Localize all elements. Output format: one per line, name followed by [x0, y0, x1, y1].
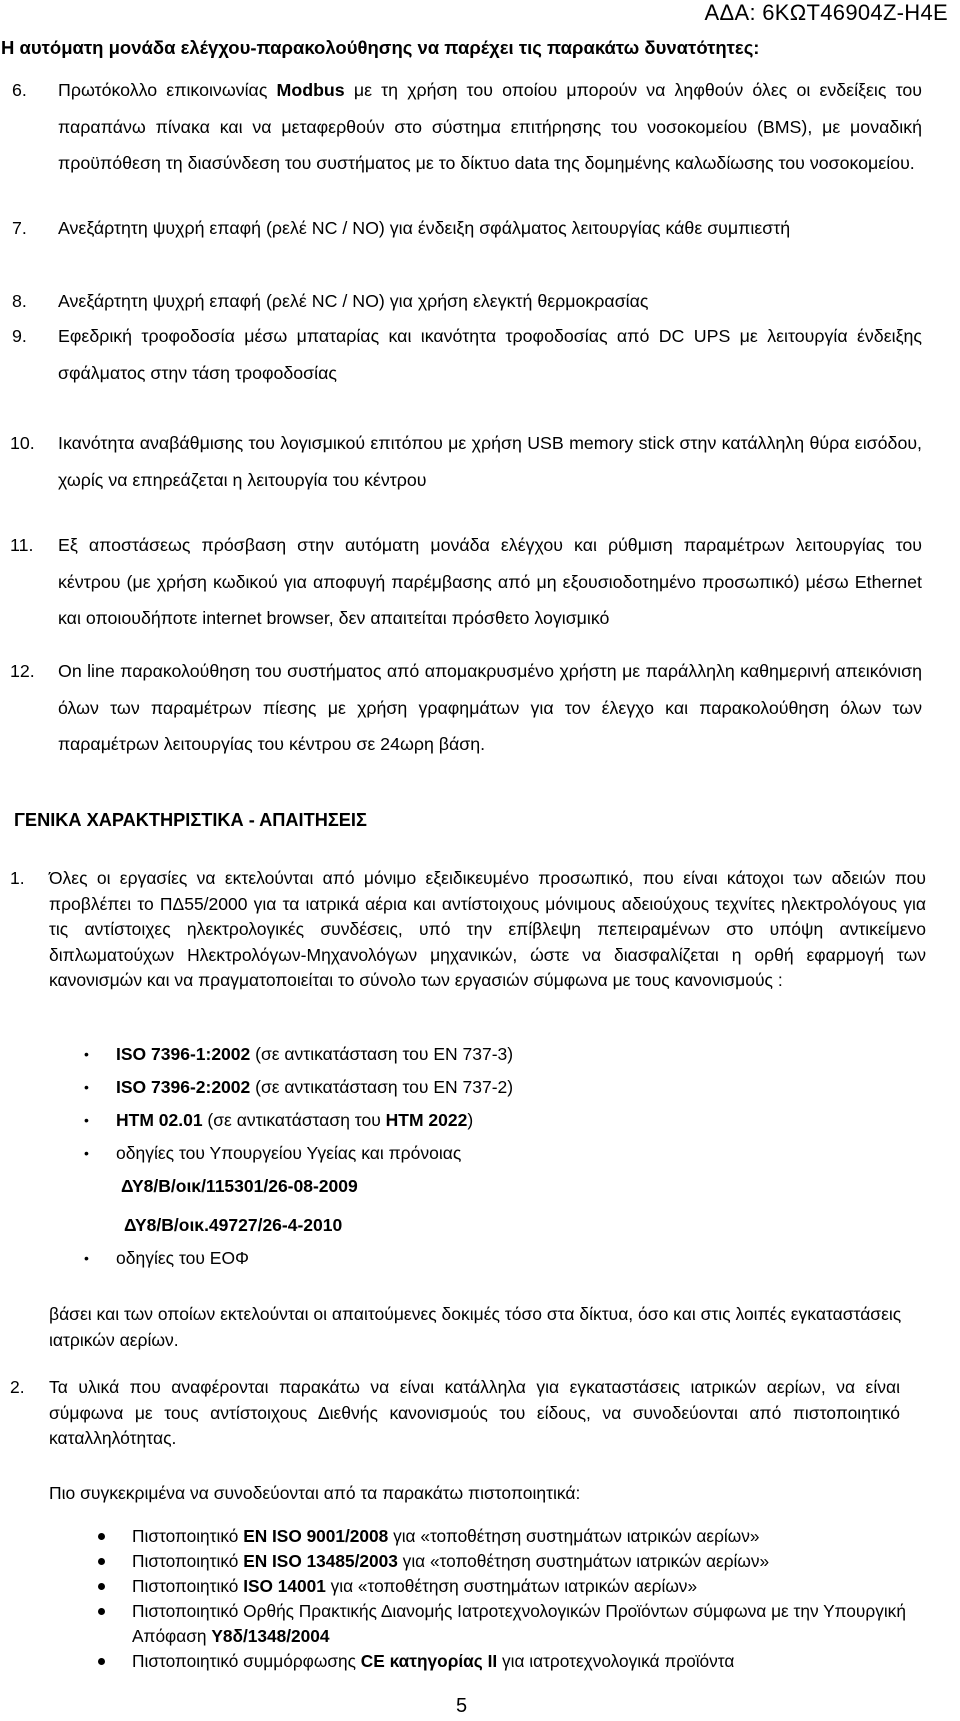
item-text: Ανεξάρτητη ψυχρή επαφή (ρελέ NC / NO) για ένδειξη σφάλματος λειτουργίας κάθε συμπιεστή [58, 218, 791, 238]
list-item: • οδηγίες του ΕΟΦ [84, 1242, 784, 1275]
bullet-icon [98, 1533, 105, 1540]
page-number: 5 [456, 1695, 468, 1717]
list-item: Πιστοποιητικό ISO 14001 για «τοποθέτηση συστημάτων ιατρικών αερίων» [96, 1574, 956, 1599]
standards-after-text: βάσει και των οποίων εκτελούνται οι απαιτούμενες δοκιμές τόσο στα δίκτυα, όσο και στις λοιπές εγκαταστάσεις ιατρικών αερίων. [49, 1304, 902, 1350]
list-item: • HTM 02.01 (σε αντικατάσταση του HTM 2022) [84, 1104, 784, 1137]
item-number: 12. [10, 661, 35, 681]
bullet-icon [98, 1583, 105, 1590]
item-number: 10. [10, 433, 35, 453]
list-item: Πιστοποιητικό EN ISO 9001/2008 για «τοποθέτηση συστημάτων ιατρικών αερίων» [96, 1524, 956, 1549]
bullet-icon [98, 1658, 105, 1665]
standards-list [84, 1038, 784, 1275]
item-text: On line παρακολούθηση του συστήματος από απομακρυσμένο χρήστη με παράλληλη καθημερινή απεικόνιση όλων των παραμέτρων πίεσης με χρήση γραφημάτων για τον έλεγχο και παρακολούθηση όλων των παραμέτρων λειτουργίας του κέντρου σε 24ωρη βάση. [58, 661, 922, 754]
bullet-icon: • [84, 1250, 89, 1266]
item-number: 6. [12, 80, 27, 100]
item-number: 9. [12, 326, 27, 346]
capability-item [10, 425, 922, 498]
capability-item [10, 210, 922, 247]
cert-intro: Πιο συγκεκριμένα να συνοδεύονται από τα παρακάτω πιστοποιητικά: [49, 1483, 581, 1503]
list-subitem: ΔΥ8/Β/οικ.49727/26-4-2010 [124, 1215, 343, 1235]
capabilities-intro: Η αυτόματη μονάδα ελέγχου-παρακολούθησης να παρέχει τις παρακάτω δυνατότητες: [1, 37, 760, 58]
capability-item [10, 283, 922, 320]
capability-item [10, 72, 922, 182]
section-heading: ΓΕΝΙΚΑ ΧΑΡΑΚΤΗΡΙΣΤΙΚΑ - ΑΠΑΙΤΗΣΕΙΣ [14, 810, 367, 830]
bullet-icon: • [84, 1145, 89, 1161]
list-item: Πιστοποιητικό Ορθής Πρακτικής Διανομής Ιατροτεχνολογικών Προϊόντων σύμφωνα με την Υπουργική Απόφαση Υ8δ/1348/2004 [96, 1599, 956, 1649]
list-subitem: ΔΥ8/Β/οικ/115301/26-08-2009 [121, 1176, 358, 1196]
bullet-icon: • [84, 1079, 89, 1095]
bullet-icon [98, 1558, 105, 1565]
general-item [10, 1375, 900, 1452]
item-text: Εφεδρική τροφοδοσία μέσω μπαταρίας και ικανότητα τροφοδοσίας από DC UPS με λειτουργία ένδειξης σφάλματος στην τάση τροφοδοσίας [58, 326, 922, 383]
certificates-list [96, 1524, 956, 1674]
item-number: 11. [10, 535, 34, 555]
list-item: • οδηγίες του Υπουργείου Υγείας και πρόνοιας [84, 1137, 784, 1170]
bullet-icon [98, 1608, 105, 1615]
item-number: 8. [12, 291, 27, 311]
item-text: Εξ αποστάσεως πρόσβαση στην αυτόματη μονάδα ελέγχου και ρύθμιση παραμέτρων λειτουργίας του κέντρου (με χρήση κωδικού για αποφυγή παρέμβασης από μη εξουσιοδοτημένο προσωπικό) μέσω Ethernet και οποιουδήποτε internet browser, δεν απαιτείται πρόσθετο λογισμικό [58, 535, 922, 628]
item-text: Πρωτόκολλο επικοινωνίας Modbus με τη χρήση του οποίου μπορούν να ληφθούν όλες οι ενδείξεις του παραπάνω πίνακα και να μεταφερθούν στο σύστημα επιτήρησης του νοσοκομείου (BMS), με μοναδική προϋπόθεση τη διασύνδεση του συστήματος με το δίκτυο data της δομημένης καλωδίωσης του νοσοκομείου. [58, 80, 922, 173]
list-item: • ISO 7396-1:2002 (σε αντικατάσταση του EN 737-3) [84, 1038, 784, 1071]
item-text: Όλες οι εργασίες να εκτελούνται από μόνιμο εξειδικευμένο προσωπικό, που είναι κάτοχοι των αδειών που προβλέπει το ΠΔ55/2000 για τα ιατρικά αέρια και αντίστοιχους μόνιμους αδειούχους τεχνίτες ηλεκτρολόγους για τις αντίστοιχες ηλεκτρολογικές συνδέσεις, υπό την επίβλεψη πεπειραμένων στο υπόψη αντικείμενο διπλωματούχων Ηλεκτρολόγων-Μηχανολόγων μηχανικών, ώστε να διασφαλίζεται η ορθή εφαρμογή των κανονισμών και να πραγματοποιείται το σύνολο των εργασιών σύμφωνα με τους κανονισμούς : [49, 868, 926, 990]
bullet-icon: • [84, 1112, 89, 1128]
ada-code: ΑΔΑ: 6ΚΩΤ46904Ζ-Η4Ε [704, 0, 948, 25]
capability-item [10, 653, 922, 763]
item-number: 1. [10, 868, 25, 888]
general-item [10, 866, 926, 994]
bullet-icon: • [84, 1046, 89, 1062]
list-item: • ISO 7396-2:2002 (σε αντικατάσταση του EN 737-2) [84, 1071, 784, 1104]
capability-item [10, 527, 922, 637]
item-text: Ανεξάρτητη ψυχρή επαφή (ρελέ NC / NO) για χρήση ελεγκτή θερμοκρασίας [58, 291, 649, 311]
item-text: Τα υλικά που αναφέρονται παρακάτω να είναι κατάλληλα για εγκαταστάσεις ιατρικών αερίων, να είναι σύμφωνα με τους αντίστοιχους Διεθνής κανονισμούς του είδους, να συνοδεύονται από πιστοποιητικό καταλληλότητας. [49, 1377, 900, 1448]
item-number: 2. [10, 1377, 25, 1397]
item-number: 7. [12, 218, 27, 238]
list-item: Πιστοποιητικό συμμόρφωσης CE κατηγορίας ΙΙ για ιατροτεχνολογικά προϊόντα [96, 1649, 956, 1674]
list-item: Πιστοποιητικό EN ISO 13485/2003 για «τοποθέτηση συστημάτων ιατρικών αερίων» [96, 1549, 956, 1574]
item-text: Ικανότητα αναβάθμισης του λογισμικού επιτόπου με χρήση USB memory stick στην κατάλληλη θύρα εισόδου, χωρίς να επηρεάζεται η λειτουργία του κέντρου [58, 433, 922, 490]
capability-item [10, 318, 922, 391]
